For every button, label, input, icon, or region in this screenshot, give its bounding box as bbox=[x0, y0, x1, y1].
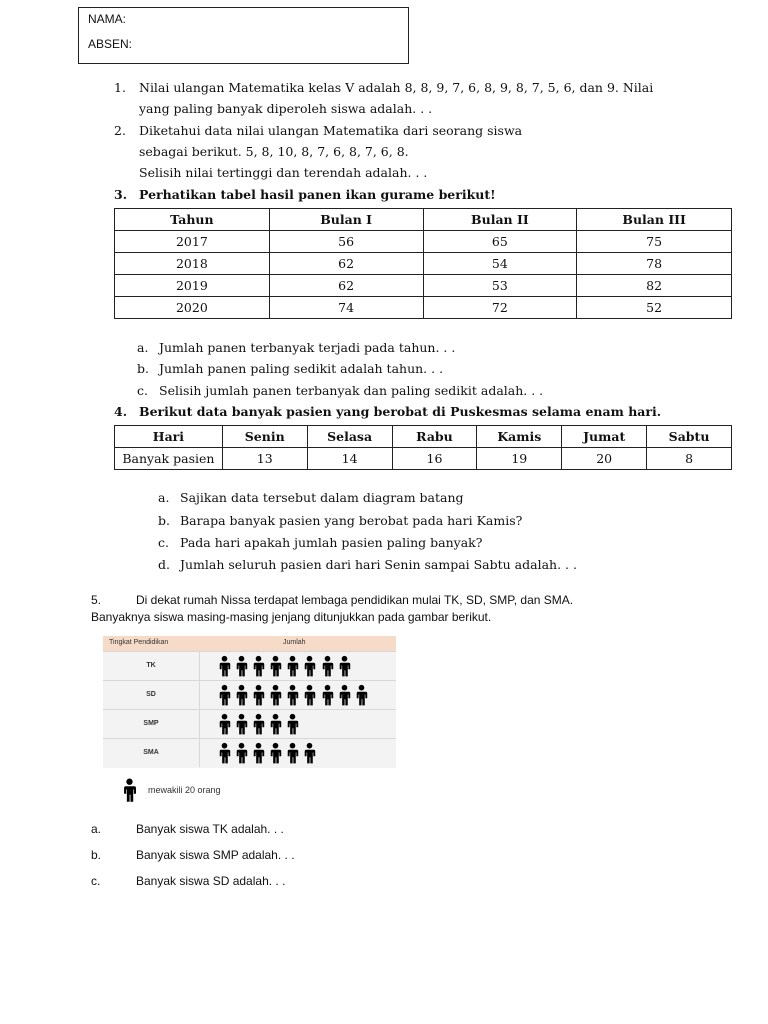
sub-letter: a. bbox=[137, 340, 149, 355]
table-cell: 20 bbox=[562, 448, 647, 470]
question-title: Perhatikan tabel hasil panen ikan gurame berikut! bbox=[139, 187, 496, 202]
person-icon bbox=[268, 742, 284, 764]
pictogram-row bbox=[103, 651, 396, 680]
table-cell: 74 bbox=[269, 297, 423, 319]
question-text: Diketahui data nilai ulangan Matematika dari seorang siswa bbox=[139, 123, 523, 138]
person-icon bbox=[302, 655, 318, 677]
table-cell: 8 bbox=[647, 448, 732, 470]
pictogram-header-level: Tingkat Pendidikan bbox=[109, 639, 169, 646]
table-header-cell: Bulan II bbox=[423, 209, 577, 231]
person-icon bbox=[268, 713, 284, 735]
pictogram-icons bbox=[217, 655, 354, 677]
sub-text: Sajikan data tersebut dalam diagram batang bbox=[180, 490, 464, 505]
person-icon bbox=[285, 742, 301, 764]
pictogram-header-count: Jumlah bbox=[283, 639, 306, 646]
pictogram-icons bbox=[217, 684, 371, 706]
table-cell: 82 bbox=[577, 275, 732, 297]
question-title: Berikut data banyak pasien yang berobat di Puskesmas selama enam hari. bbox=[139, 404, 662, 419]
table-cell: 75 bbox=[577, 231, 732, 253]
sub-letter: b. bbox=[91, 848, 102, 862]
legend-text: mewakili 20 orang bbox=[148, 785, 221, 795]
pictogram-header bbox=[103, 636, 396, 652]
table-header-cell: Jumat bbox=[562, 426, 647, 448]
sub-text: Pada hari apakah jumlah pasien paling banyak? bbox=[180, 535, 483, 550]
person-icon bbox=[234, 684, 250, 706]
table-row bbox=[115, 448, 732, 470]
sub-letter: a. bbox=[158, 490, 170, 505]
sub-text: Selisih jumlah panen terbanyak dan paling sedikit adalah. . . bbox=[159, 383, 544, 398]
sub-letter: d. bbox=[158, 557, 170, 572]
person-icon bbox=[302, 742, 318, 764]
nama-label: NAMA: bbox=[88, 12, 127, 26]
table-header-cell: Bulan III bbox=[577, 209, 732, 231]
sub-letter: b. bbox=[137, 361, 149, 376]
table-cell: 72 bbox=[423, 297, 577, 319]
table-header-cell: Bulan I bbox=[269, 209, 423, 231]
person-icon bbox=[285, 684, 301, 706]
sub-letter: c. bbox=[158, 535, 169, 550]
person-icon bbox=[337, 684, 353, 706]
sub-text: Jumlah panen paling sedikit adalah tahun. . . bbox=[159, 361, 444, 376]
person-icon bbox=[285, 713, 301, 735]
pictogram-row bbox=[103, 709, 396, 738]
question-number: 2. bbox=[114, 123, 126, 138]
table-cell: 54 bbox=[423, 253, 577, 275]
person-icon bbox=[337, 655, 353, 677]
table-cell: 53 bbox=[423, 275, 577, 297]
harvest-table bbox=[114, 208, 732, 319]
person-icon bbox=[302, 684, 318, 706]
sub-text: Banyak siswa SD adalah. . . bbox=[136, 874, 286, 888]
pictogram-row-label: SMA bbox=[103, 739, 200, 767]
table-cell: 62 bbox=[269, 253, 423, 275]
pictogram-icons bbox=[217, 713, 302, 735]
table-header-cell: Sabtu bbox=[647, 426, 732, 448]
question-text: Nilai ulangan Matematika kelas V adalah 8, 8, 9, 7, 6, 8, 9, 8, 7, 5, 6, dan 9. Nilai bbox=[139, 80, 654, 95]
sub-text: Banyak siswa SMP adalah. . . bbox=[136, 848, 295, 862]
table-header-cell: Kamis bbox=[477, 426, 562, 448]
table-cell: 2018 bbox=[115, 253, 270, 275]
table-row bbox=[115, 231, 732, 253]
table-header-cell: Selasa bbox=[307, 426, 392, 448]
table-cell: 2017 bbox=[115, 231, 270, 253]
pictogram-row-label: SMP bbox=[103, 710, 200, 738]
person-icon bbox=[251, 713, 267, 735]
person-icon bbox=[354, 684, 370, 706]
table-cell: 2019 bbox=[115, 275, 270, 297]
pictogram-row-label: SD bbox=[103, 681, 200, 709]
question-number: 3. bbox=[114, 187, 128, 202]
pictogram-row bbox=[103, 738, 396, 767]
person-icon bbox=[217, 742, 233, 764]
pictogram-icons bbox=[217, 742, 320, 764]
person-icon bbox=[217, 713, 233, 735]
sub-text: Barapa banyak pasien yang berobat pada hari Kamis? bbox=[180, 513, 523, 528]
sub-letter: b. bbox=[158, 513, 170, 528]
sub-letter: a. bbox=[91, 822, 102, 836]
student-info-box bbox=[78, 7, 409, 64]
table-cell: 65 bbox=[423, 231, 577, 253]
table-header-cell: Senin bbox=[222, 426, 307, 448]
pictogram-row-label: TK bbox=[103, 652, 200, 680]
person-icon bbox=[251, 655, 267, 677]
question-text: Banyaknya siswa masing-masing jenjang ditunjukkan pada gambar berikut. bbox=[91, 610, 492, 624]
pictogram-row bbox=[103, 680, 396, 709]
table-row bbox=[115, 297, 732, 319]
person-icon bbox=[234, 713, 250, 735]
table-row bbox=[115, 275, 732, 297]
table-header-cell: Hari bbox=[115, 426, 223, 448]
table-header-cell: Tahun bbox=[115, 209, 270, 231]
table-cell: 56 bbox=[269, 231, 423, 253]
person-icon bbox=[320, 684, 336, 706]
sub-letter: c. bbox=[91, 874, 101, 888]
sub-text: Jumlah panen terbanyak terjadi pada tahun. . . bbox=[159, 340, 456, 355]
question-text: sebagai berikut. 5, 8, 10, 8, 7, 6, 8, 7, 6, 8. bbox=[139, 144, 409, 159]
pictogram bbox=[103, 636, 396, 768]
table-cell: Banyak pasien bbox=[115, 448, 223, 470]
question-text: yang paling banyak diperoleh siswa adalah. . . bbox=[139, 101, 433, 116]
table-header-cell: Rabu bbox=[392, 426, 477, 448]
table-header-row bbox=[115, 209, 732, 231]
person-icon bbox=[320, 655, 336, 677]
question-number: 5. bbox=[91, 593, 102, 607]
person-icon bbox=[121, 778, 138, 806]
absen-label: ABSEN: bbox=[88, 37, 133, 51]
table-cell: 14 bbox=[307, 448, 392, 470]
table-row bbox=[115, 253, 732, 275]
person-icon bbox=[251, 742, 267, 764]
person-icon bbox=[217, 655, 233, 677]
table-cell: 52 bbox=[577, 297, 732, 319]
patient-table bbox=[114, 425, 732, 470]
sub-text: Jumlah seluruh pasien dari hari Senin sampai Sabtu adalah. . . bbox=[180, 557, 577, 572]
table-cell: 78 bbox=[577, 253, 732, 275]
person-icon bbox=[234, 655, 250, 677]
question-number: 4. bbox=[114, 404, 128, 419]
person-icon bbox=[268, 684, 284, 706]
question-number: 1. bbox=[114, 80, 126, 95]
question-text: Selisih nilai tertinggi dan terendah adalah. . . bbox=[139, 165, 428, 180]
person-icon bbox=[251, 684, 267, 706]
person-icon bbox=[217, 684, 233, 706]
table-cell: 13 bbox=[222, 448, 307, 470]
person-icon bbox=[268, 655, 284, 677]
sub-letter: c. bbox=[137, 383, 148, 398]
question-text: Di dekat rumah Nissa terdapat lembaga pendidikan mulai TK, SD, SMP, dan SMA. bbox=[136, 593, 574, 607]
sub-text: Banyak siswa TK adalah. . . bbox=[136, 822, 284, 836]
table-cell: 2020 bbox=[115, 297, 270, 319]
table-cell: 19 bbox=[477, 448, 562, 470]
table-cell: 16 bbox=[392, 448, 477, 470]
table-cell: 62 bbox=[269, 275, 423, 297]
person-icon bbox=[285, 655, 301, 677]
person-icon bbox=[234, 742, 250, 764]
table-header-row bbox=[115, 426, 732, 448]
